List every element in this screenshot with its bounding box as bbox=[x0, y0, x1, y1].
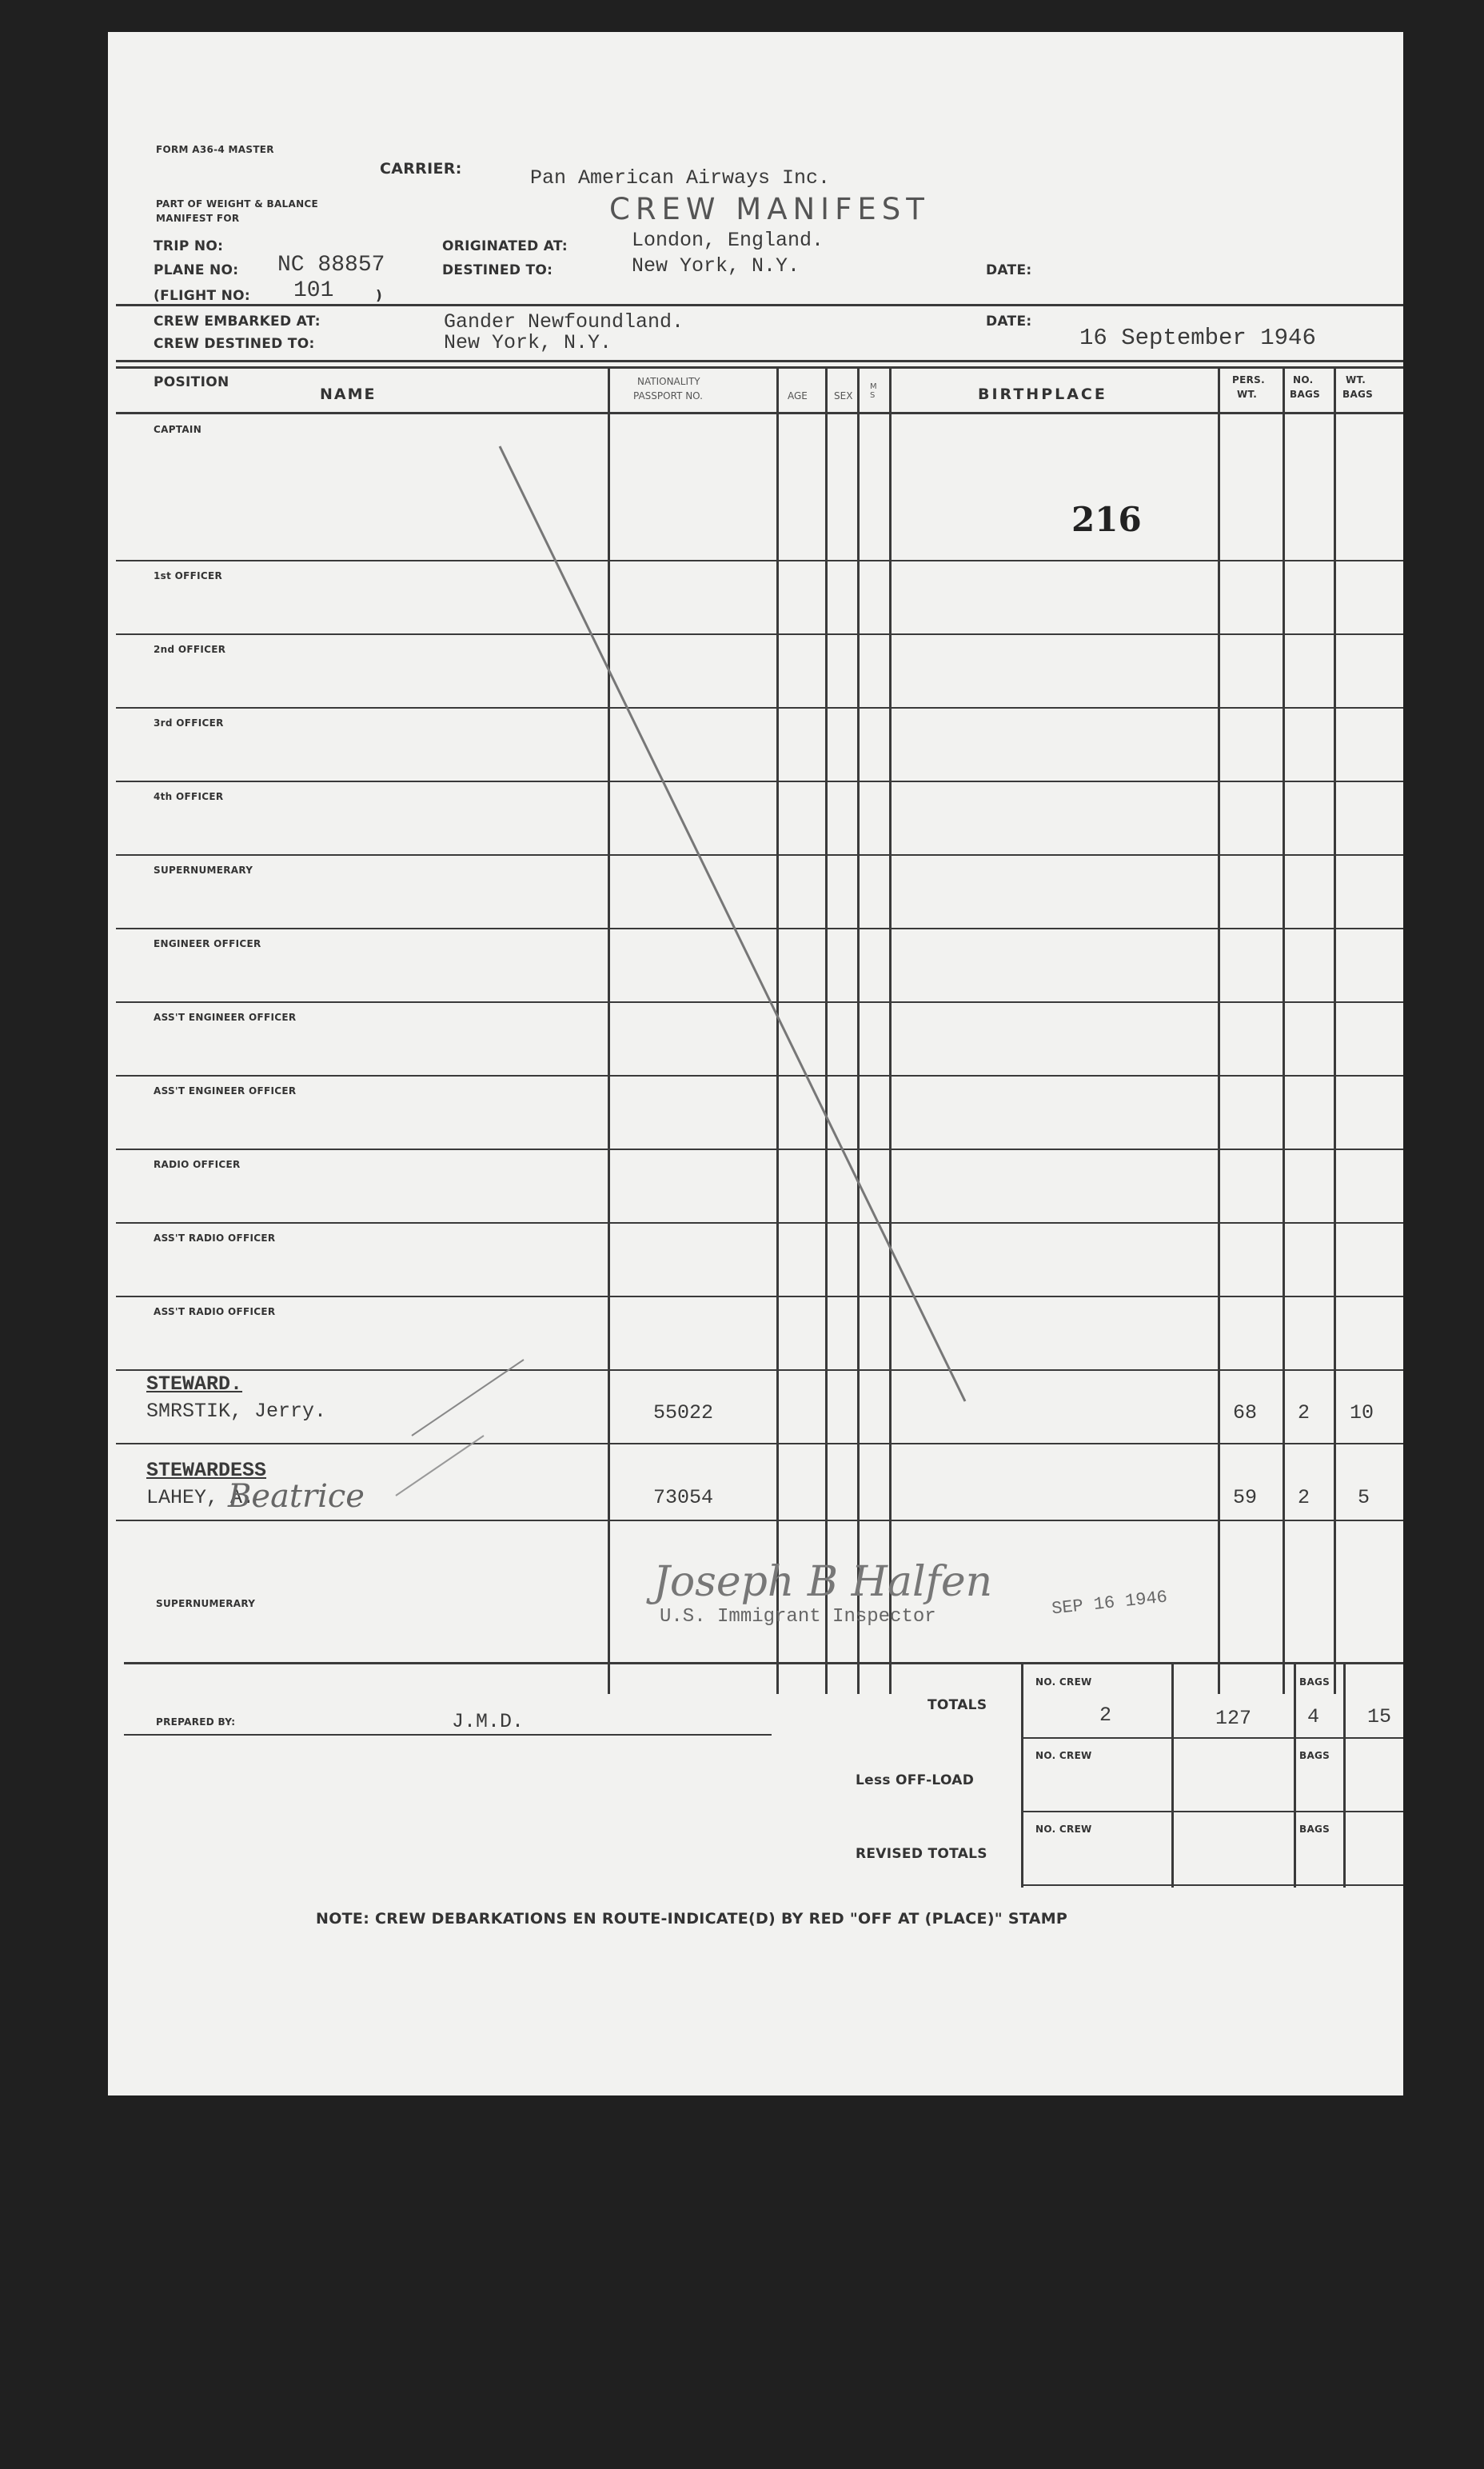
off-load-label: Less OFF-LOAD bbox=[856, 1772, 975, 1788]
note: NOTE: CREW DEBARKATIONS EN ROUTE-INDICATE(D) BY RED "OFF AT (PLACE)" STAMP bbox=[316, 1910, 1068, 1928]
position-label: RADIO OFFICER bbox=[154, 1159, 241, 1170]
col-birthplace: BIRTHPLACE bbox=[978, 386, 1107, 403]
carrier-label: CARRIER: bbox=[380, 160, 462, 178]
col-wt: WT. bbox=[1346, 374, 1366, 386]
crew-name: SMRSTIK, Jerry. bbox=[146, 1400, 327, 1423]
no-crew-label: NO. CREW bbox=[1035, 1750, 1092, 1761]
crew-name: LAHEY, A. bbox=[146, 1486, 255, 1509]
embarked-label: CREW EMBARKED AT: bbox=[154, 314, 321, 330]
position-label: 2nd OFFICER bbox=[154, 644, 226, 655]
part-of-label: PART OF WEIGHT & BALANCE bbox=[156, 198, 319, 210]
crew-bags: 2 bbox=[1298, 1401, 1310, 1424]
flight-close: ) bbox=[376, 288, 383, 304]
totals-label: TOTALS bbox=[927, 1697, 987, 1713]
col-passport: PASSPORT NO. bbox=[633, 390, 703, 402]
col-pers-wt: WT. bbox=[1237, 389, 1258, 400]
destined-value: New York, N.Y. bbox=[632, 254, 800, 278]
position-label: SUPERNUMERARY bbox=[156, 1598, 256, 1609]
embarked-value: Gander Newfoundland. bbox=[444, 310, 684, 334]
crew-pers-wt: 59 bbox=[1233, 1486, 1258, 1509]
col-age: AGE bbox=[788, 390, 808, 402]
plane-label: PLANE NO: bbox=[154, 262, 239, 278]
position-label: 3rd OFFICER bbox=[154, 717, 224, 729]
crew-wt-bags: 10 bbox=[1350, 1401, 1374, 1424]
crew-passport: 73054 bbox=[653, 1486, 714, 1509]
crew-position: STEWARDESS bbox=[146, 1459, 267, 1482]
position-label: ENGINEER OFFICER bbox=[154, 938, 261, 949]
date-label: DATE: bbox=[986, 262, 1032, 278]
position-label: SUPERNUMERARY bbox=[154, 865, 253, 876]
originated-value: London, England. bbox=[632, 229, 824, 252]
page-number: 216 bbox=[1071, 500, 1142, 539]
col-pers: PERS. bbox=[1232, 374, 1265, 386]
revised-totals-label: REVISED TOTALS bbox=[856, 1846, 987, 1862]
crew-passport: 55022 bbox=[653, 1401, 714, 1424]
crew-pers-wt: 68 bbox=[1233, 1401, 1258, 1424]
position-label: ASS'T ENGINEER OFFICER bbox=[154, 1012, 297, 1023]
destined-label: DESTINED TO: bbox=[442, 262, 553, 278]
bags-label: BAGS bbox=[1299, 1676, 1330, 1688]
crew-wt-bags: 5 bbox=[1358, 1486, 1370, 1509]
position-label: 4th OFFICER bbox=[154, 791, 224, 802]
prepared-label: PREPARED BY: bbox=[156, 1716, 236, 1728]
inspector-stamp: SEP 16 1946 bbox=[1051, 1587, 1169, 1620]
date2-value: 16 September 1946 bbox=[1079, 325, 1316, 351]
manifest-page bbox=[108, 32, 1403, 2095]
total-bags-weight: 15 bbox=[1367, 1705, 1392, 1728]
col-sex: SEX bbox=[834, 390, 853, 402]
prepared-value: J.M.D. bbox=[452, 1710, 525, 1733]
col-nationality: NATIONALITY bbox=[637, 376, 700, 387]
crew-destined-value: New York, N.Y. bbox=[444, 331, 612, 354]
crew-destined-label: CREW DESTINED TO: bbox=[154, 336, 315, 352]
col-position: POSITION bbox=[154, 374, 229, 390]
no-crew-label: NO. CREW bbox=[1035, 1676, 1092, 1688]
total-weight: 127 bbox=[1215, 1707, 1252, 1730]
position-label: ASS'T RADIO OFFICER bbox=[154, 1233, 276, 1244]
date2-label: DATE: bbox=[986, 314, 1032, 330]
inspector-title: U.S. Immigrant Inspector bbox=[660, 1606, 936, 1628]
col-no-bags: BAGS bbox=[1290, 389, 1321, 400]
col-no: NO. bbox=[1293, 374, 1314, 386]
manifest-for-label: MANIFEST FOR bbox=[156, 213, 240, 224]
position-label: ASS'T RADIO OFFICER bbox=[154, 1306, 276, 1317]
position-label: ASS'T ENGINEER OFFICER bbox=[154, 1085, 297, 1097]
crew-position: STEWARD. bbox=[146, 1372, 243, 1396]
flight-value: 101 bbox=[293, 278, 334, 303]
page-title: CREW MANIFEST bbox=[609, 192, 930, 226]
inspector-signature: Joseph B Halfen bbox=[653, 1558, 993, 1606]
flight-label: (FLIGHT NO: bbox=[154, 288, 251, 304]
col-wt-bags: BAGS bbox=[1342, 389, 1374, 400]
plane-value: NC 88857 bbox=[277, 253, 385, 278]
carrier-value: Pan American Airways Inc. bbox=[530, 166, 831, 190]
no-crew-label: NO. CREW bbox=[1035, 1824, 1092, 1835]
col-ms: M S bbox=[870, 382, 877, 400]
col-name: NAME bbox=[320, 386, 377, 403]
position-label: 1st OFFICER bbox=[154, 570, 223, 581]
bags-label: BAGS bbox=[1299, 1824, 1330, 1835]
total-crew: 2 bbox=[1099, 1704, 1112, 1727]
position-label: CAPTAIN bbox=[154, 424, 202, 435]
crew-name-handwritten: Beatrice bbox=[228, 1478, 365, 1515]
trip-label: TRIP NO: bbox=[154, 238, 224, 254]
crew-bags: 2 bbox=[1298, 1486, 1310, 1509]
bags-label: BAGS bbox=[1299, 1750, 1330, 1761]
form-number: FORM A36-4 MASTER bbox=[156, 144, 274, 155]
total-bags: 4 bbox=[1307, 1705, 1320, 1728]
cancel-stroke bbox=[108, 32, 1403, 2095]
originated-label: ORIGINATED AT: bbox=[442, 238, 568, 254]
